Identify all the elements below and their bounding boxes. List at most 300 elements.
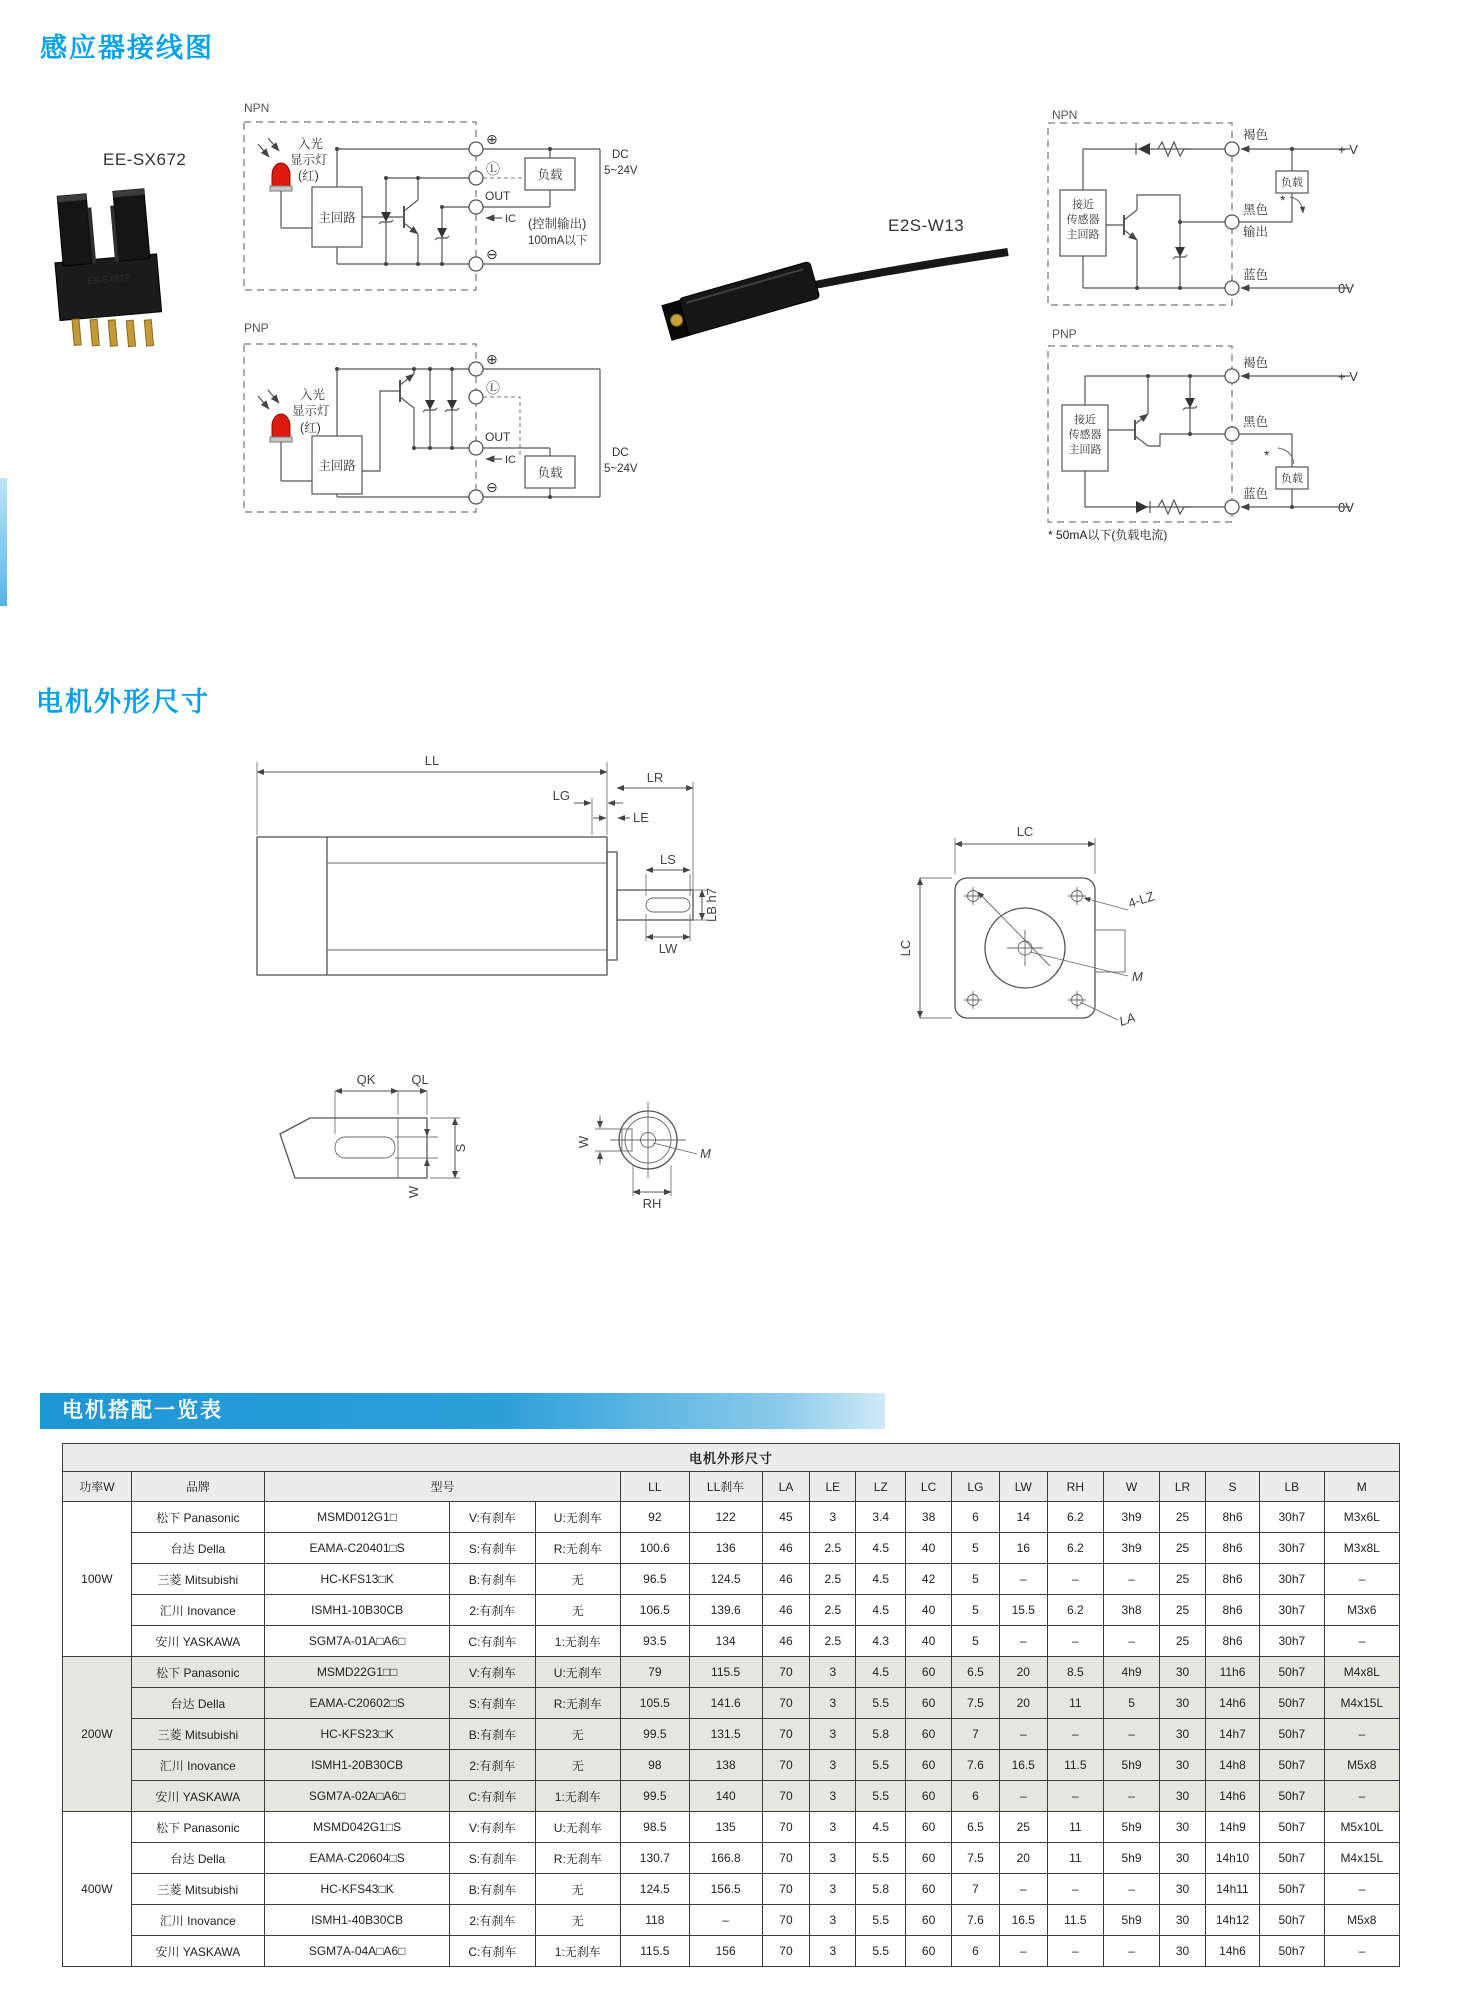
table-cell: 135 [689,1812,762,1843]
plus-terminal-icon: ⊕ [486,131,498,147]
table-cell: 2.5 [810,1626,856,1657]
table-cell: 5h9 [1103,1812,1159,1843]
table-cell: 50h7 [1260,1936,1325,1967]
table-cell: B:有刹车 [450,1719,535,1750]
out-terminal-label: OUT [485,189,511,203]
dim-la: LA [1117,1009,1138,1029]
table-cell: 14 [999,1502,1047,1533]
table-cell: 5h9 [1103,1750,1159,1781]
table-cell: 30h7 [1260,1564,1325,1595]
led-label-1: 入光 [298,137,324,151]
table-row [63,1905,1400,1936]
table-cell: M3x6 [1324,1595,1399,1626]
table-cell: 93.5 [620,1626,689,1657]
led-label-1: 入光 [300,388,326,402]
column-header: LW [999,1472,1047,1502]
led-label-2: 显示灯 [292,404,330,418]
table-cell: 25 [999,1812,1047,1843]
dim-lc-left: LC [898,939,913,957]
table-cell: 6 [951,1781,999,1812]
table-cell: – [1047,1874,1103,1905]
brown-wire-label: 褐色 [1243,128,1269,142]
table-cell: – [1103,1719,1159,1750]
table-cell: 98.5 [620,1812,689,1843]
table-cell: 7 [951,1719,999,1750]
table-cell: M4x15L [1324,1843,1399,1874]
table-cell: 100.6 [620,1533,689,1564]
table-cell: 46 [762,1564,810,1595]
table-cell: 7.6 [951,1905,999,1936]
table-cell: – [1047,1626,1103,1657]
zero-v-label: 0V [1338,500,1354,515]
table-cell: 60 [906,1874,952,1905]
table-cell: B:有刹车 [450,1874,535,1905]
line-terminal-icon: Ⓛ [486,161,500,177]
column-header: LR [1160,1472,1206,1502]
table-cell: S:有刹车 [450,1533,535,1564]
sensor2-pnp-circuit [1040,320,1460,555]
current-limit-label: 100mA以下 [528,235,588,247]
table-cell: 50h7 [1260,1781,1325,1812]
table-cell: MSMD22G1□□ [264,1657,449,1688]
table-cell: 14h7 [1205,1719,1259,1750]
table-cell: 3 [810,1719,856,1750]
table-cell: M5x8 [1324,1750,1399,1781]
sensor2-model-label: E2S-W13 [888,216,965,235]
table-cell: V:有刹车 [450,1657,535,1688]
table-cell: 136 [689,1533,762,1564]
table-cell: – [1103,1564,1159,1595]
table-row [63,1750,1400,1781]
table-cell: 14h9 [1205,1812,1259,1843]
table-cell: 台达 Della [131,1533,264,1564]
table-cell: 6 [951,1936,999,1967]
table-row [63,1502,1400,1533]
table-cell: 38 [906,1502,952,1533]
table-cell: 16.5 [999,1905,1047,1936]
table-cell: – [1047,1719,1103,1750]
table-cell: 5.5 [856,1936,906,1967]
table-cell: 7.6 [951,1750,999,1781]
table-cell: 141.6 [689,1688,762,1719]
proximity-box-line1: 接近 [1074,414,1096,426]
table-cell: R:无刹车 [535,1688,620,1719]
output-label: 输出 [1243,225,1269,239]
table-row [63,1533,1400,1564]
table-cell: 无 [535,1750,620,1781]
column-header: LA [762,1472,810,1502]
table-cell: – [1324,1874,1399,1905]
pnp-label: PNP [1052,327,1077,341]
plus-v-label: + V [1338,369,1358,384]
table-cell: 1:无刹车 [535,1936,620,1967]
table-cell: 安川 YASKAWA [131,1626,264,1657]
table-cell: 25 [1160,1595,1206,1626]
table-cell: 3 [810,1874,856,1905]
black-wire-label: 黑色 [1243,203,1269,217]
power-group-cell: 100W [63,1502,132,1657]
table-cell: 50h7 [1260,1812,1325,1843]
table-cell: 70 [762,1688,810,1719]
dc-label: DC [612,149,629,161]
black-wire-label: 黑色 [1243,415,1269,429]
ic-label: IC [505,213,516,225]
motor-flange-view [880,770,1200,1060]
table-cell: 20 [999,1843,1047,1874]
dim-ls: LS [660,852,676,867]
table-cell: 5.5 [856,1843,906,1874]
table-cell: 25 [1160,1564,1206,1595]
table-cell: 安川 YASKAWA [131,1936,264,1967]
table-cell: 2:有刹车 [450,1750,535,1781]
table-cell: S:有刹车 [450,1688,535,1719]
table-cell: 5 [951,1533,999,1564]
table-cell: 4.5 [856,1657,906,1688]
table-cell: 60 [906,1657,952,1688]
table-cell: 166.8 [689,1843,762,1874]
dim-lg: LG [552,788,570,803]
table-cell: 122 [689,1502,762,1533]
table-cell: 30 [1160,1812,1206,1843]
blue-wire-label: 蓝色 [1243,268,1269,282]
table-cell: 40 [906,1626,952,1657]
load-current-note: * 50mA以下(负载电流) [1048,528,1168,542]
shaft-detail-views [250,1030,720,1215]
table-cell: 105.5 [620,1688,689,1719]
table-cell: 8h6 [1205,1564,1259,1595]
table-cell: 3 [810,1936,856,1967]
table-cell: 5h9 [1103,1905,1159,1936]
table-cell: 130.7 [620,1843,689,1874]
table-cell: – [1047,1936,1103,1967]
table-cell: 2.5 [810,1533,856,1564]
table-cell: EAMA-C20604□S [264,1843,449,1874]
load-box: 负载 [537,466,563,480]
table-cell: 50h7 [1260,1905,1325,1936]
proximity-box-line2: 传感器 [1066,214,1100,226]
sensor1-pnp-circuit [190,296,670,518]
table-cell: 60 [906,1812,952,1843]
line-terminal-icon: Ⓛ [486,380,500,396]
table-cell: 134 [689,1626,762,1657]
table-cell: 25 [1160,1533,1206,1564]
led-label-2: 显示灯 [290,153,328,167]
column-header: 品牌 [131,1472,264,1502]
table-cell: 4.5 [856,1533,906,1564]
npn-label: NPN [1052,108,1078,122]
proximity-box-line2: 传感器 [1068,429,1102,441]
minus-terminal-icon: ⊖ [486,479,498,495]
table-cell: 50h7 [1260,1719,1325,1750]
table-cell: 8h6 [1205,1533,1259,1564]
column-header: RH [1047,1472,1103,1502]
table-cell: 汇川 Inovance [131,1905,264,1936]
proximity-box-line3: 主回路 [1068,444,1102,456]
table-cell: 三菱 Mitsubishi [131,1719,264,1750]
table-row [63,1564,1400,1595]
table-row [63,1874,1400,1905]
table-cell: 3 [810,1502,856,1533]
dim-m: M [1132,969,1143,984]
table-cell: 70 [762,1905,810,1936]
table-cell: 5.5 [856,1688,906,1719]
table-cell: 40 [906,1533,952,1564]
table-cell: 40 [906,1595,952,1626]
table-cell: 3h9 [1103,1502,1159,1533]
pnp-label: PNP [244,321,269,335]
table-cell: ISMH1-10B30CB [264,1595,449,1626]
column-header: 型号 [264,1472,620,1502]
table-cell: 30h7 [1260,1502,1325,1533]
table-cell: M5x10L [1324,1812,1399,1843]
table-cell: HC-KFS43□K [264,1874,449,1905]
table-cell: 50h7 [1260,1750,1325,1781]
table-cell: 2.5 [810,1564,856,1595]
table-cell: 6.2 [1047,1502,1103,1533]
table-cell: 2:有刹车 [450,1595,535,1626]
dc-voltage-label: 5~24V [604,463,638,475]
column-header: LZ [856,1472,906,1502]
load-box: 负载 [1281,473,1303,485]
wiring-section-title: 感应器接线图 [40,33,214,63]
table-cell: 11 [1047,1843,1103,1874]
table-cell: 6.5 [951,1812,999,1843]
table-cell: – [999,1874,1047,1905]
table-cell: 4.3 [856,1626,906,1657]
table-cell: 3h9 [1103,1533,1159,1564]
table-row [63,1688,1400,1719]
table-cell: 汇川 Inovance [131,1595,264,1626]
table-row [63,1812,1400,1843]
column-header: S [1205,1472,1259,1502]
table-cell: 4.5 [856,1595,906,1626]
asterisk-mark: * [1280,192,1286,208]
dim-rh: RH [642,1196,662,1211]
table-cell: 30 [1160,1874,1206,1905]
plus-v-label: + V [1338,142,1358,157]
table-cell: EAMA-C20602□S [264,1688,449,1719]
motor-table-head [63,1444,1400,1502]
table-cell: 70 [762,1936,810,1967]
sensor1-model-label: EE-SX672 [103,150,187,169]
table-cell: 11h6 [1205,1657,1259,1688]
dim-lw: LW [658,941,678,956]
led-label-3: (红) [298,169,319,183]
table-cell: 46 [762,1626,810,1657]
table-cell: ISMH1-20B30CB [264,1750,449,1781]
table-merged-header: 电机外形尺寸 [63,1444,1400,1472]
table-cell: 3 [810,1688,856,1719]
table-cell: 14h8 [1205,1750,1259,1781]
table-cell: 92 [620,1502,689,1533]
table-cell: 50h7 [1260,1657,1325,1688]
column-header: LL [620,1472,689,1502]
table-cell: M4x8L [1324,1657,1399,1688]
power-group-cell: 200W [63,1657,132,1812]
table-cell: 4.5 [856,1812,906,1843]
motor-table [62,1443,1400,1967]
motor-side-view [180,740,740,1010]
table-cell: 70 [762,1843,810,1874]
table-cell: 79 [620,1657,689,1688]
table-cell: 5.8 [856,1874,906,1905]
table-cell: 60 [906,1750,952,1781]
table-row [63,1781,1400,1812]
sensor1-npn-circuit [190,78,670,296]
table-row [63,1595,1400,1626]
table-cell: 99.5 [620,1719,689,1750]
table-cell: 70 [762,1781,810,1812]
sensor1-body-print: EE-SX672 [87,272,130,287]
dim-ll: LL [424,753,440,768]
table-cell: 6.2 [1047,1533,1103,1564]
table-cell: R:无刹车 [535,1843,620,1874]
table-cell: 3 [810,1812,856,1843]
table-cell: S:有刹车 [450,1843,535,1874]
table-cell: 60 [906,1843,952,1874]
load-box: 负载 [537,168,563,182]
dim-w-flat: W [576,1135,591,1149]
table-cell: 156.5 [689,1874,762,1905]
table-cell: R:无刹车 [535,1533,620,1564]
dimensions-section-title: 电机外形尺寸 [36,687,210,717]
table-cell: 98 [620,1750,689,1781]
table-cell: – [999,1936,1047,1967]
table-cell: 6 [951,1502,999,1533]
table-cell: 松下 Panasonic [131,1812,264,1843]
proximity-box-line3: 主回路 [1066,229,1100,241]
table-cell: 14h6 [1205,1688,1259,1719]
table-cell: 7.5 [951,1843,999,1874]
power-group-cell: 400W [63,1812,132,1967]
main-circuit-box: 主回路 [318,211,356,225]
table-cell: 台达 Della [131,1843,264,1874]
table-cell: 14h6 [1205,1781,1259,1812]
table-cell: 50h7 [1260,1843,1325,1874]
table-cell: 131.5 [689,1719,762,1750]
table-cell: – [1103,1626,1159,1657]
table-cell: 96.5 [620,1564,689,1595]
npn-label: NPN [244,101,270,115]
table-cell: 11 [1047,1812,1103,1843]
table-cell: 140 [689,1781,762,1812]
table-cell: 124.5 [620,1874,689,1905]
table-cell: 60 [906,1905,952,1936]
sensor2-photo [640,232,1020,347]
table-cell: 30 [1160,1936,1206,1967]
table-cell: 14h6 [1205,1936,1259,1967]
table-cell: 30h7 [1260,1533,1325,1564]
table-cell: – [1324,1936,1399,1967]
table-cell: 3 [810,1781,856,1812]
minus-terminal-icon: ⊖ [486,246,498,262]
table-cell: 无 [535,1719,620,1750]
sensor1-photo [35,176,185,356]
column-header: LL刹车 [689,1472,762,1502]
table-cell: – [1103,1874,1159,1905]
table-cell: 2:有刹车 [450,1905,535,1936]
table-title-bar [40,1393,885,1429]
table-cell: ISMH1-40B30CB [264,1905,449,1936]
table-cell: 无 [535,1874,620,1905]
table-cell: 4.5 [856,1564,906,1595]
table-cell: 2.5 [810,1595,856,1626]
table-cell: 5h9 [1103,1843,1159,1874]
table-cell: 8.5 [1047,1657,1103,1688]
column-header: LC [906,1472,952,1502]
table-cell: 115.5 [689,1657,762,1688]
table-cell: 3.4 [856,1502,906,1533]
table-cell: 60 [906,1719,952,1750]
table-cell: 50h7 [1260,1688,1325,1719]
table-row [63,1626,1400,1657]
table-cell: 46 [762,1595,810,1626]
table-cell: 20 [999,1688,1047,1719]
table-cell: 70 [762,1874,810,1905]
dim-w-slot: W [406,1185,421,1199]
table-cell: MSMD042G1□S [264,1812,449,1843]
table-cell: 30 [1160,1657,1206,1688]
table-cell: 60 [906,1936,952,1967]
table-cell: 8h6 [1205,1626,1259,1657]
table-cell: M4x15L [1324,1688,1399,1719]
table-cell: 8h6 [1205,1595,1259,1626]
table-cell: U:无刹车 [535,1812,620,1843]
table-cell: 6.5 [951,1657,999,1688]
table-cell: 70 [762,1812,810,1843]
table-cell: 无 [535,1905,620,1936]
table-cell: 139.6 [689,1595,762,1626]
dc-label: DC [612,447,629,459]
table-cell: 30h7 [1260,1626,1325,1657]
table-cell: 8h6 [1205,1502,1259,1533]
dim-m-shaft: M [700,1146,711,1161]
table-cell: 松下 Panasonic [131,1657,264,1688]
dim-lc-top: LC [1016,824,1034,839]
table-row [63,1843,1400,1874]
table-cell: – [1103,1936,1159,1967]
table-cell: 5.5 [856,1905,906,1936]
table-cell: 5 [1103,1688,1159,1719]
table-cell: 6.2 [1047,1595,1103,1626]
table-cell: 115.5 [620,1936,689,1967]
table-cell: 25 [1160,1502,1206,1533]
table-cell: 14h11 [1205,1874,1259,1905]
table-cell: 无 [535,1595,620,1626]
table-cell: – [999,1719,1047,1750]
table-cell: 16 [999,1533,1047,1564]
table-cell: – [1324,1626,1399,1657]
ic-label: IC [505,454,516,466]
table-row [63,1657,1400,1688]
table-cell: – [1324,1564,1399,1595]
table-cell: 安川 YASKAWA [131,1781,264,1812]
table-cell: 30 [1160,1781,1206,1812]
table-cell: HC-KFS23□K [264,1719,449,1750]
blue-wire-label: 蓝色 [1243,487,1269,501]
dim-ql: QL [411,1072,429,1087]
table-cell: 台达 Della [131,1688,264,1719]
table-cell: – [689,1905,762,1936]
plus-terminal-icon: ⊕ [486,351,498,367]
table-cell: V:有刹车 [450,1502,535,1533]
led-label-3: (红) [300,421,321,435]
table-cell: 5 [951,1564,999,1595]
table-cell: 25 [1160,1626,1206,1657]
table-row [63,1719,1400,1750]
table-cell: 156 [689,1936,762,1967]
table-cell: 50h7 [1260,1874,1325,1905]
